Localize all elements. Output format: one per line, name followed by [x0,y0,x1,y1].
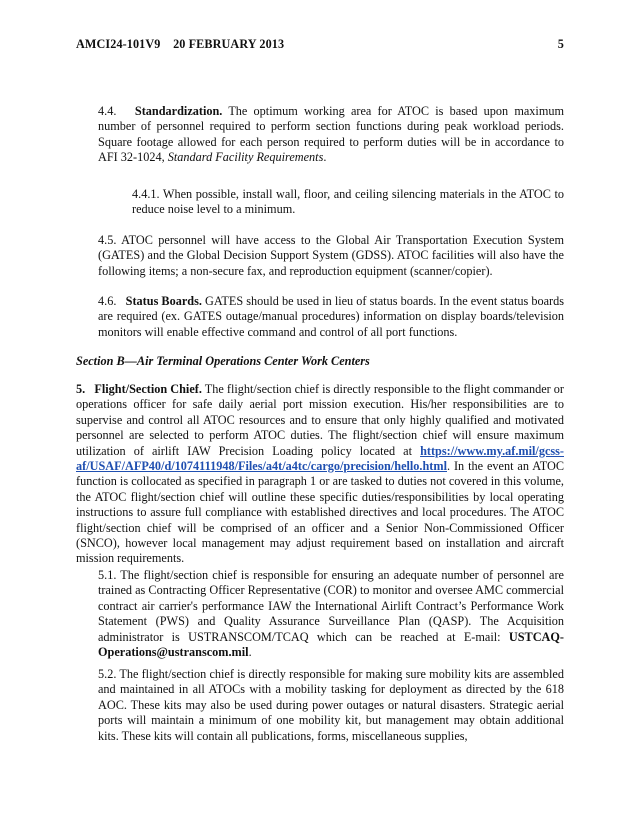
paragraph-number: 4.4. [98,104,117,118]
page-header [76,37,564,52]
paragraph-text: 5.1. The flight/section chief is responsible for ensuring an adequate number of personnel are trained as Contracting Officer Representative (COR) to monitor and oversee AMC commercial contract air carrier's performance IAW the International Airlift Contract’s Performance Work Statement (PWS) and Quality Assurance Surveillance Plan (QASP). The Acquisition administrator is USTRANSCOM/TCAQ which can be reached at E-mail: [98,568,564,644]
paragraph-5-1: 5.1. The flight/section chief is responsible for ensuring an adequate number of personnel are trained as Contracting Officer Representative (COR) to monitor and oversee AMC commercial contract air carrier's performance IAW the International Airlift Contract’s Performance Work Statement (PWS) and Quality Assurance Surveillance Plan (QASP). The Acquisition administrator is USTRANSCOM/TCAQ which can be reached at E-mail: USTCAQ-Operations@ustranscom.mil. [98,568,564,660]
precision-loading-link[interactable]: https://www.my.af.mil/gcss-af/USAF/AFP40/d/1074111948/Files/a4t/a4tc/cargo/precision/hello.html [76,443,564,474]
paragraph-text-continued: . In the event an ATOC function is collocated as specified in paragraph 1 or are tasked to duties not covered in this volume, the ATOC flight/section chief will outline these specific duties/responsibilities by local operating instructions to assure full compliance with established directives and local procedures. The ATOC flight/section chief will be comprised of an officer and a Senior Non-Commissioned Officer (SNCO), however local management may adjust requirement based on installation and aircraft mission requirements. [76,459,564,566]
paragraph-title: Standardization. [134,104,223,118]
paragraph-4-4-1: 4.4.1. When possible, install wall, floor, and ceiling silencing materials in the ATOC to reduce noise level to a minimum. [132,187,564,217]
paragraph-title: Flight/Section Chief. [94,382,202,396]
paragraph-4-4: 4.4. Standardization. The optimum working area for ATOC is based upon maximum number of personnel required to perform section functions during peak workload periods. Square footage allowed for each person required to perform duties will be in accordance to AFI 32-1024, Standard Facility Requirements. [98,104,565,165]
paragraph-title: Status Boards. [125,294,202,308]
paragraph-5-2: 5.2. The flight/section chief is directly responsible for making sure mobility kits are assembled and maintained in all ATOCs with a mobility tasking for deployment as directed by the 618 AOC. These kits may also be used during power outages or natural disasters. Strategic aerial ports will maintain a minimum of one mobility kit, but management may obtain additional kits. These kits will contain all publications, forms, miscellaneous supplies, [98,667,564,743]
paragraph-text: The optimum working area for ATOC is based upon maximum number of personnel required to perform section functions during peak workload periods. Square footage allowed for each person required to perform duties will be in accordance to AFI 32-1024, [98,104,565,165]
page-number: 5 [557,37,564,51]
contact-email: USTCAQ-Operations@ustranscom.mil [98,629,564,660]
paragraph-4-6 [98,294,564,340]
reference-title: Standard Facility Requirements [167,150,324,165]
paragraph-number: 4.6. [98,294,117,308]
paragraph-text: GATES should be used in lieu of status boards. In the event status boards are required (ex. GATES outage/manual procedures) information on display boards/television monitors will enable effective command and control of all port functions. [98,294,565,339]
paragraph-5 [76,382,564,567]
section-heading: Section B—Air Terminal Operations Center Work Centers [76,354,370,368]
document-id: AMCI24-101V9 [76,37,161,51]
paragraph-4-5: 4.5. ATOC personnel will have access to the Global Air Transportation Execution System (GATES) and the Global Decision Support System (GDSS). ATOC facilities will also have the following items; a non-secure fax, and reproduction equipment (scanner/copier). [98,233,564,278]
document-date: 20 FEBRUARY 2013 [173,37,285,51]
paragraph-text: The flight/section chief is directly responsible to the flight commander or operations officer for safe daily aerial port mission execution. His/her responsibilities are to supervise and control all ATOC resources and to ensure that only highly qualified and motivated personnel are selected to perform ATOC duties. The flight/section chief will ensure maximum utilization of airlift IAW Precision Loading policy located at [76,382,565,458]
paragraph-number: 5. [76,382,86,396]
